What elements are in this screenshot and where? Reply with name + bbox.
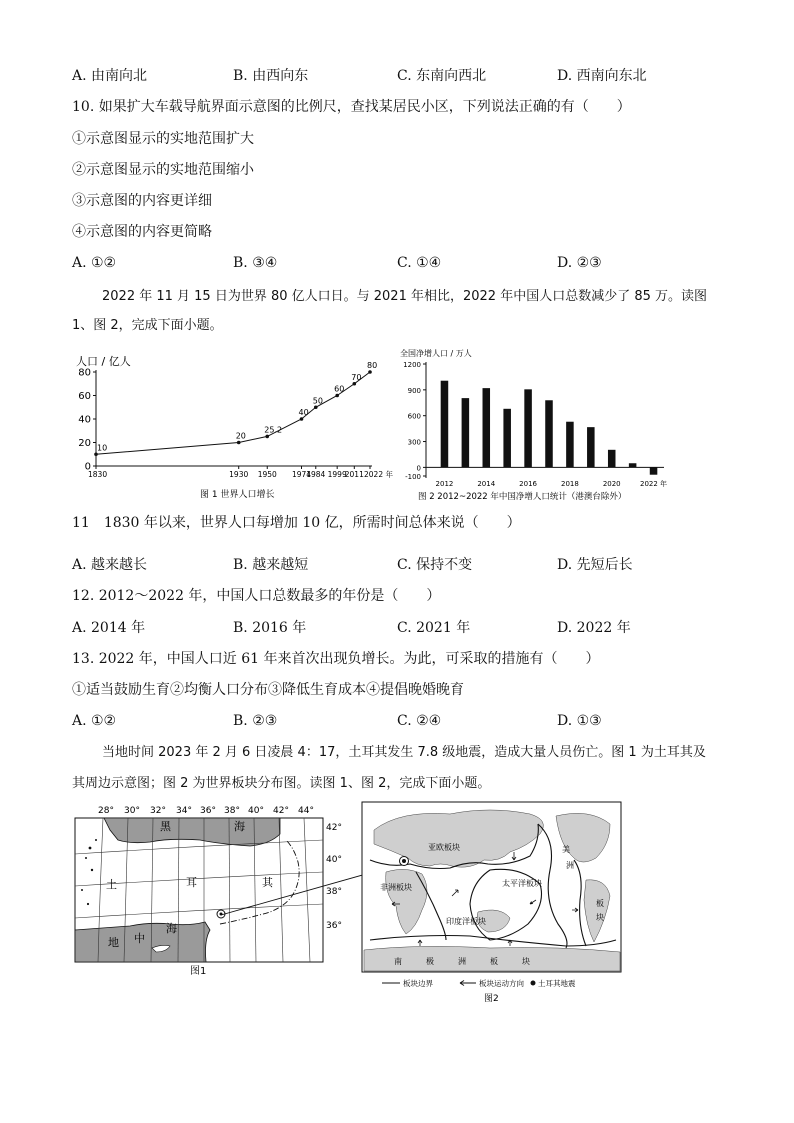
fig1-point-label: 40 xyxy=(298,408,309,417)
q10-item-1: ①示意图显示的实地范围扩大 xyxy=(72,131,254,147)
q13-stem: 13. 2022 年，中国人口近 61 年来首次出现负增长。为此，可采取的措施有（ ） xyxy=(72,651,600,667)
fig1-point xyxy=(94,452,98,456)
fig2-xtick-label: 2022 年 xyxy=(640,480,668,488)
fig2-bar xyxy=(629,463,637,467)
plate-label: 块 xyxy=(596,913,604,922)
fig1-point xyxy=(368,370,372,374)
lat-label: 42° xyxy=(326,823,342,833)
q13-option-c: C. ②④ xyxy=(397,713,442,729)
fig2-xtick-label: 2020 xyxy=(602,480,621,488)
fig1-xtick-label: 1999 xyxy=(327,470,347,479)
lon-label: 34° xyxy=(176,806,192,816)
fig1-ytick-label: 80 xyxy=(78,367,91,379)
fig2-ylabel: 全国净增人口 / 万人 xyxy=(400,349,472,358)
fig1-point xyxy=(265,435,269,439)
q11-option-b: B. 越来越短 xyxy=(233,557,309,573)
fig1-point-label: 25.2 xyxy=(264,425,283,435)
fig1-point-label: 60 xyxy=(334,384,345,394)
fig2-bar xyxy=(545,400,553,467)
fig2-xtick-label: 2016 xyxy=(519,480,538,488)
plate-label: 非洲板块 xyxy=(380,883,412,892)
q13-items: ①适当鼓励生育②均衡人口分布③降低生育成本④提倡晚婚晚育 xyxy=(72,682,464,698)
fig2-bar xyxy=(441,381,449,468)
lat-label: 38° xyxy=(326,887,342,897)
lon-label: 42° xyxy=(273,806,289,816)
turkey-label: 其 xyxy=(262,876,273,889)
fig1-point-label: 70 xyxy=(351,372,362,382)
mediterranean-label: 地 xyxy=(108,936,119,949)
q9-option-d: D. 西南向东北 xyxy=(557,68,647,84)
fig1-point-label: 20 xyxy=(235,431,246,441)
q12-option-b: B. 2016 年 xyxy=(233,620,307,636)
fig1-xtick-label: 2022 年 xyxy=(364,470,393,479)
plate-label: 亚欧板块 xyxy=(428,843,460,852)
antarctic-label: 南 xyxy=(394,957,402,966)
lon-label: 30° xyxy=(124,806,140,816)
fig1-xtick-label: 2011 xyxy=(344,470,364,479)
china-net-increase-chart xyxy=(396,344,678,504)
legend-quake-label: 土耳其地震 xyxy=(538,979,576,988)
lon-label: 38° xyxy=(224,806,240,816)
q12-option-a: A. 2014 年 xyxy=(72,620,146,636)
fig1-point xyxy=(237,441,241,445)
fig2-bar xyxy=(566,422,574,468)
legend-arrow-label: 板块运动方向 xyxy=(479,979,524,988)
q10-option-b: B. ③④ xyxy=(233,255,278,271)
antarctic-label: 极 xyxy=(426,957,434,966)
fig1-xtick-label: 1930 xyxy=(229,470,249,479)
antarctic-label: 板 xyxy=(490,957,498,966)
material2-line2: 其周边示意图；图 2 为世界板块分布图。读图 1、图 2，完成下面小题。 xyxy=(72,776,491,791)
q10-option-c: C. ①④ xyxy=(397,255,442,271)
plate-label: 板 xyxy=(596,899,604,908)
material1-line1: 2022 年 11 月 15 日为世界 80 亿人口日。与 2021 年相比，2022 年中国人口总数减少了 85 万。读图 xyxy=(102,289,708,304)
material2-line1: 当地时间 2023 年 2 月 6 日凌晨 4：17，土耳其发生 7.8 级地震，造成大量人员伤亡。图 1 为土耳其及 xyxy=(102,745,706,760)
q9-option-b: B. 由西向东 xyxy=(233,68,309,84)
fig2-bar xyxy=(503,409,511,468)
world-plates-map xyxy=(360,800,624,1005)
turkey-label: 土 xyxy=(106,878,117,891)
q13-option-b: B. ②③ xyxy=(233,713,278,729)
mediterranean-label: 中 xyxy=(134,932,145,945)
lon-label: 36° xyxy=(200,806,216,816)
fig2-ytick-label: 1200 xyxy=(403,361,421,369)
fig2-caption: 图 2 2012~2022 年中国净增人口统计（港澳台除外） xyxy=(418,492,627,502)
lat-label: 40° xyxy=(326,855,342,865)
plate-label: 美 xyxy=(562,845,570,854)
legend-quake-icon xyxy=(531,981,536,986)
q10-stem: 10. 如果扩大车载导航界面示意图的比例尺，查找某居民小区，下列说法正确的有（ ） xyxy=(72,99,631,115)
antarctic-label: 洲 xyxy=(458,957,466,966)
fig1-point-label: 80 xyxy=(367,361,378,370)
q11-option-a: A. 越来越长 xyxy=(72,557,148,573)
fig2-bar xyxy=(462,398,470,467)
q10-item-3: ③示意图的内容更详细 xyxy=(72,193,212,209)
fig1-xtick-label: 1950 xyxy=(257,470,277,479)
fig2-bar xyxy=(524,389,532,467)
fig1-ytick-label: 40 xyxy=(78,414,91,426)
turkey-label: 耳 xyxy=(186,876,197,889)
fig1-ylabel: 人口 / 亿人 xyxy=(76,355,131,368)
map2-caption: 图2 xyxy=(484,994,499,1004)
fig2-ytick-label: 300 xyxy=(407,438,421,447)
fig1-ytick-label: 60 xyxy=(78,391,91,402)
q12-option-d: D. 2022 年 xyxy=(557,620,631,636)
fig2-ytick-label: 900 xyxy=(407,386,421,395)
legend-boundary-label: 板块边界 xyxy=(403,979,433,988)
lon-label: 32° xyxy=(150,806,166,816)
fig2-xtick-label: 2014 xyxy=(477,480,496,488)
q12-stem: 12. 2012～2022 年，中国人口总数最多的年份是（ ） xyxy=(72,588,441,604)
fig1-xtick-label: 1830 xyxy=(88,470,108,479)
fig1-point xyxy=(335,394,339,398)
fig1-series-line xyxy=(96,372,370,454)
fig2-bar xyxy=(483,388,491,467)
fig1-point-label: 10 xyxy=(97,443,108,453)
lat-label: 36° xyxy=(326,921,342,931)
material1-line2: 1、图 2，完成下面小题。 xyxy=(72,318,223,333)
q10-option-d: D. ②③ xyxy=(557,255,602,271)
fig1-point xyxy=(300,417,304,421)
fig2-ytick-label: 0 xyxy=(416,464,421,473)
fig1-point xyxy=(353,382,357,386)
plate-label: 印度洋板块 xyxy=(446,917,486,926)
fig2-ytick-label: 600 xyxy=(407,412,421,421)
q12-option-c: C. 2021 年 xyxy=(397,620,471,636)
plate-label: 太平洋板块 xyxy=(502,879,542,888)
q10-item-4: ④示意图的内容更简略 xyxy=(72,224,212,240)
fig1-ytick-label: 0 xyxy=(84,461,91,473)
lon-label: 28° xyxy=(98,806,114,816)
fig1-xtick-label: 1974 xyxy=(291,470,312,479)
q11-stem: 11 1830 年以来，世界人口每增加 10 亿，所需时间总体来说（ ） xyxy=(72,515,521,531)
q11-option-c: C. 保持不变 xyxy=(397,557,473,573)
antarctic-label: 块 xyxy=(522,957,530,966)
fig2-bar xyxy=(608,450,616,468)
black-sea-label: 黑 xyxy=(160,820,171,833)
fig1-ytick-label: 20 xyxy=(78,438,91,449)
legend-arrow-icon xyxy=(460,981,476,986)
black-sea-label: 海 xyxy=(234,820,245,833)
q10-item-2: ②示意图显示的实地范围缩小 xyxy=(72,162,254,178)
q9-option-c: C. 东南向西北 xyxy=(397,68,487,84)
fig1-caption: 图 1 世界人口增长 xyxy=(200,490,275,500)
q13-option-a: A. ①② xyxy=(72,713,117,729)
lon-label: 40° xyxy=(248,806,264,816)
fig1-point xyxy=(314,405,318,409)
q9-option-a: A. 由南向北 xyxy=(72,68,148,84)
q13-option-d: D. ①③ xyxy=(557,713,602,729)
map1-caption: 图1 xyxy=(190,966,207,977)
plate-label: 洲 xyxy=(566,861,574,870)
fig1-point-label: 50 xyxy=(312,396,323,406)
world-population-chart xyxy=(70,348,393,503)
fig1-xtick-label: 1984 xyxy=(306,470,326,479)
lon-label: 44° xyxy=(298,806,314,816)
fig2-xtick-label: 2012 xyxy=(435,480,454,488)
fig2-xtick-label: 2018 xyxy=(560,480,579,488)
q11-option-d: D. 先短后长 xyxy=(557,557,633,573)
fig2-ytick-label: -100 xyxy=(405,473,421,481)
fig2-bar xyxy=(650,467,658,474)
mediterranean-label: 海 xyxy=(166,922,177,935)
fig2-bar xyxy=(587,427,595,467)
q10-option-a: A. ①② xyxy=(72,255,117,271)
